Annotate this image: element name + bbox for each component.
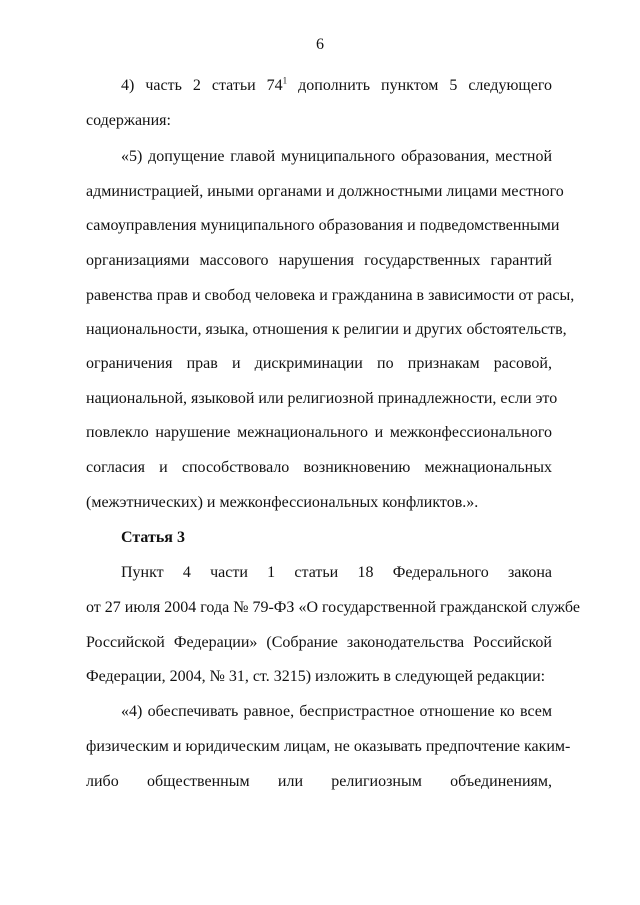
page-number: 6 xyxy=(316,36,324,53)
paragraph-2-line: организациями массового нарушения государственных гарантий xyxy=(86,252,552,269)
paragraph-3-line: Федерации, 2004, № 31, ст. 3215) изложить в следующей редакции: xyxy=(86,668,546,685)
paragraph-3-line: Пункт 4 части 1 статьи 18 Федерального закона xyxy=(121,564,552,581)
paragraph-2-line: равенства прав и свобод человека и гражданина в зависимости от расы, xyxy=(86,287,575,304)
paragraph-2-line: «5) допущение главой муниципального образования, местной xyxy=(121,148,552,165)
superscript: 1 xyxy=(282,75,288,86)
paragraph-2-line: национальной, языковой или религиозной принадлежности, если это xyxy=(86,390,558,407)
paragraph-2-line: согласия и способствовало возникновению межнациональных xyxy=(86,459,552,476)
paragraph-2-line: ограничения прав и дискриминации по признакам расовой, xyxy=(86,355,552,372)
article-heading: Статья 3 xyxy=(121,529,185,546)
paragraph-1-line-1 xyxy=(121,76,552,96)
paragraph-2-line: самоуправления муниципального образования и подведомственными xyxy=(86,217,560,234)
paragraph-2-line: национальности, языка, отношения к религии и других обстоятельств, xyxy=(86,321,567,338)
paragraph-1-text-post: дополнить пунктом 5 следующего xyxy=(287,77,552,94)
paragraph-4-line: физическим и юридическим лицам, не оказывать предпочтение каким- xyxy=(86,738,571,755)
paragraph-4-line: «4) обеспечивать равное, беспристрастное отношение ко всем xyxy=(121,703,552,720)
paragraph-1-text-pre: 4) часть 2 статьи 74 xyxy=(121,77,283,94)
paragraph-2-line: (межэтнических) и межконфессиональных конфликтов.». xyxy=(86,494,479,511)
paragraph-2-line: администрацией, иными органами и должностными лицами местного xyxy=(86,183,564,200)
paragraph-3-line: от 27 июля 2004 года № 79-ФЗ «О государственной гражданской службе xyxy=(86,599,580,616)
paragraph-4-line: либо общественным или религиозным объединениям, xyxy=(86,773,552,790)
paragraph-2-line: повлекло нарушение межнационального и межконфессионального xyxy=(86,424,552,441)
paragraph-1-line-2: содержания: xyxy=(86,112,171,129)
paragraph-3-line: Российской Федерации» (Собрание законодательства Российской xyxy=(86,634,552,651)
